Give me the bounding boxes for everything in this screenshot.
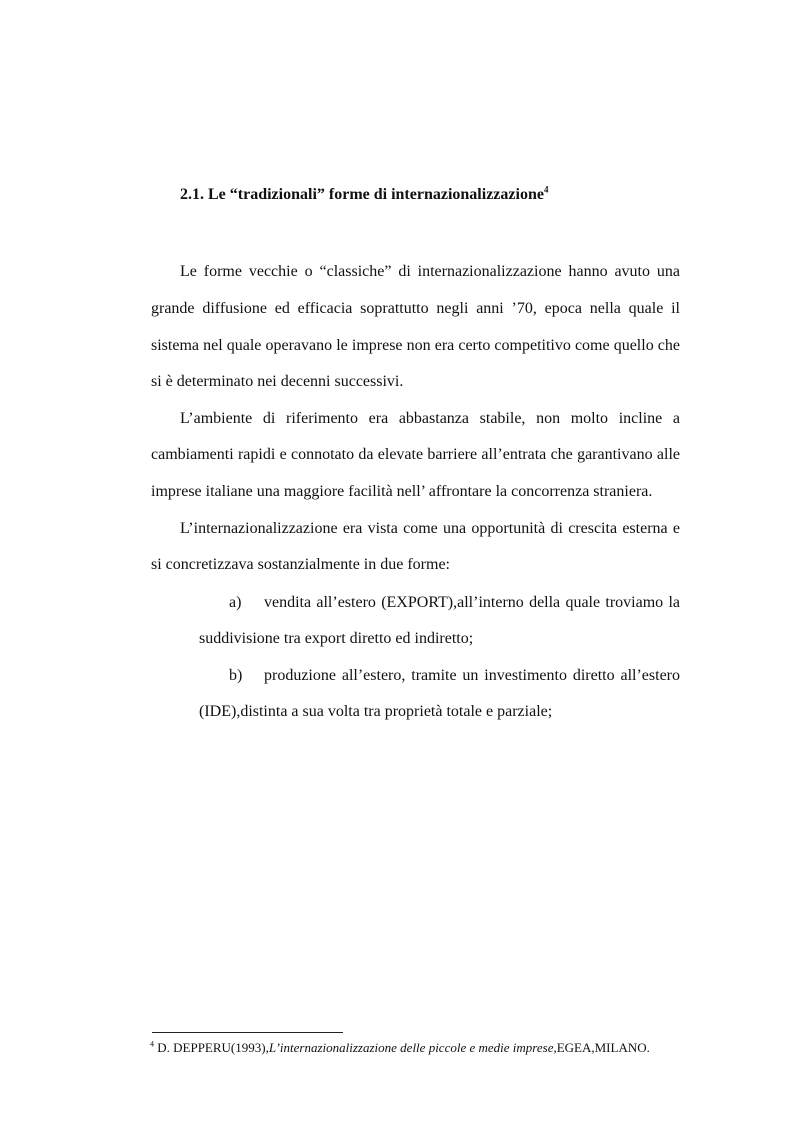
paragraph-1-line-1: Le forme vecchie o “classiche” di internazionalizzazione hanno avuto una [180, 263, 680, 280]
paragraph-1-line-2: grande diffusione ed efficacia soprattutto negli anni ’70, epoca nella quale il [151, 300, 680, 317]
footnote-reference: 4 [543, 184, 549, 195]
footnote [150, 1040, 650, 1056]
paragraph-1-line-3: sistema nel quale operavano le imprese non era certo competitivo come quello che [151, 337, 680, 354]
paragraph-2-line-2: cambiamenti rapidi e connotato da elevate barriere all’entrata che garantivano alle [151, 446, 680, 463]
section-heading [180, 186, 548, 204]
list-item-a-line-2: suddivisione tra export diretto ed indiretto; [199, 630, 474, 647]
list-item-a-line-1: vendita all’estero (EXPORT),all’interno della quale troviamo la [264, 594, 680, 611]
list-item-b-line-1: produzione all’estero, tramite un investimento diretto all’estero [264, 667, 680, 684]
section-number: 2.1. [180, 186, 204, 203]
list-item-b-marker: b) [229, 667, 243, 684]
paragraph-1-line-4: si è determinato nei decenni successivi. [151, 373, 404, 390]
list-item-b-line-2: (IDE),distinta a sua volta tra proprietà totale e parziale; [199, 703, 553, 720]
footnote-title: L’internazionalizzazione delle piccole e medie imprese, [268, 1040, 557, 1055]
footnote-publisher: EGEA,MILANO. [556, 1040, 650, 1055]
paragraph-2-line-3: imprese italiane una maggiore facilità nell’ affrontare la concorrenza straniera. [151, 483, 653, 500]
list-item-a-marker: a) [229, 594, 242, 611]
footnote-separator [152, 1032, 343, 1033]
paragraph-3-line-1: L’internazionalizzazione era vista come una opportunità di crescita esterna e [180, 520, 680, 537]
footnote-number: 4 [150, 1039, 154, 1049]
section-title: Le “tradizionali” forme di internazionalizzazione [208, 186, 544, 203]
paragraph-3-line-2: si concretizzava sostanzialmente in due forme: [151, 556, 450, 573]
paragraph-2-line-1: L’ambiente di riferimento era abbastanza stabile, non molto incline a [180, 410, 680, 427]
footnote-author: D. DEPPERU(1993), [157, 1040, 269, 1055]
